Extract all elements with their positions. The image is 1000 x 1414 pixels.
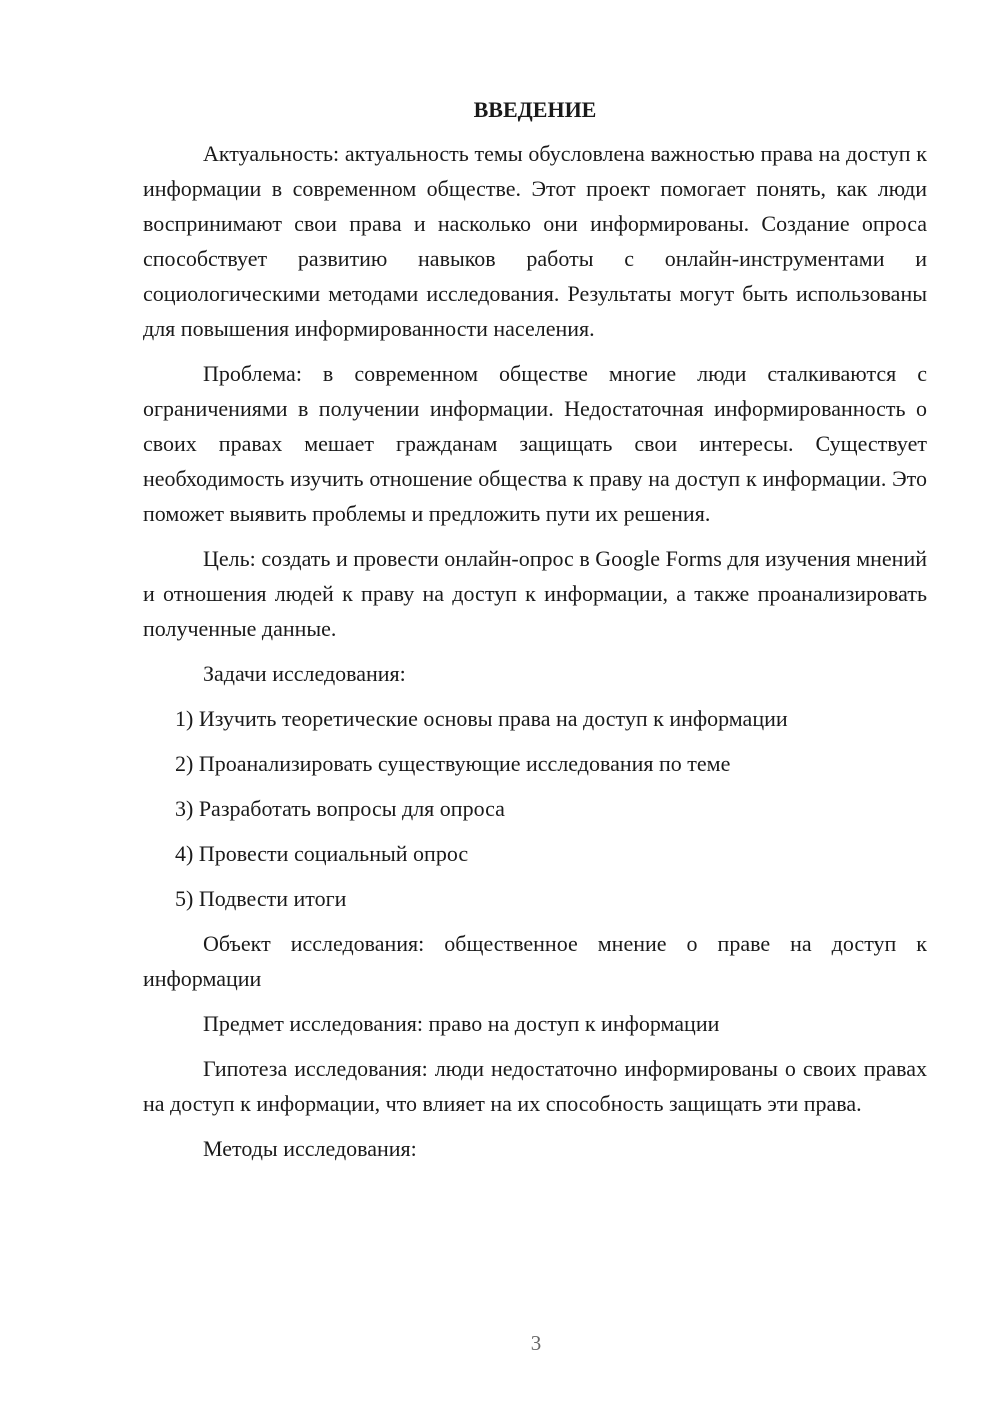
hypothesis-paragraph: Гипотеза исследования: люди недостаточно информированы о своих правах на доступ к информации, что влияет на их способность защищать эти права.	[143, 1056, 927, 1116]
problem-paragraph: Проблема: в современном обществе многие люди сталкиваются с ограничениями в получении информации. Недостаточная информированность о своих правах мешает гражданам защищать свои интересы. Существует необходимость изучить отношение общества к праву на доступ к информации. Это поможет выявить проблемы и предложить пути их решения.	[143, 361, 927, 526]
list-item: 1) Изучить теоретические основы права на доступ к информации	[175, 706, 788, 731]
goal-paragraph: Цель: создать и провести онлайн-опрос в Google Forms для изучения мнений и отношения людей к праву на доступ к информации, а также проанализировать полученные данные.	[143, 546, 927, 641]
relevance-paragraph: Актуальность: актуальность темы обусловлена важностью права на доступ к информации в современном обществе. Этот проект помогает понять, как люди воспринимают свои права и насколько они информированы. Создание опроса способствует развитию навыков работы с онлайн-инструментами и социологическими методами исследования. Результаты могут быть использованы для повышения информированности населения.	[143, 141, 927, 341]
list-item: 2) Проанализировать существующие исследования по теме	[175, 751, 731, 776]
subject-paragraph: Предмет исследования: право на доступ к информации	[203, 1011, 720, 1036]
tasks-list	[143, 701, 927, 916]
section-title: ВВЕДЕНИЕ	[473, 97, 597, 122]
list-item: 4) Провести социальный опрос	[175, 841, 469, 866]
methods-heading: Методы исследования:	[203, 1136, 417, 1161]
page-number: 3	[530, 1331, 542, 1355]
object-paragraph: Объект исследования: общественное мнение о праве на доступ к информации	[143, 931, 927, 991]
page-content	[143, 92, 927, 1176]
list-item: 5) Подвести итоги	[175, 886, 347, 911]
tasks-heading: Задачи исследования:	[203, 661, 406, 686]
list-item: 3) Разработать вопросы для опроса	[175, 796, 505, 821]
